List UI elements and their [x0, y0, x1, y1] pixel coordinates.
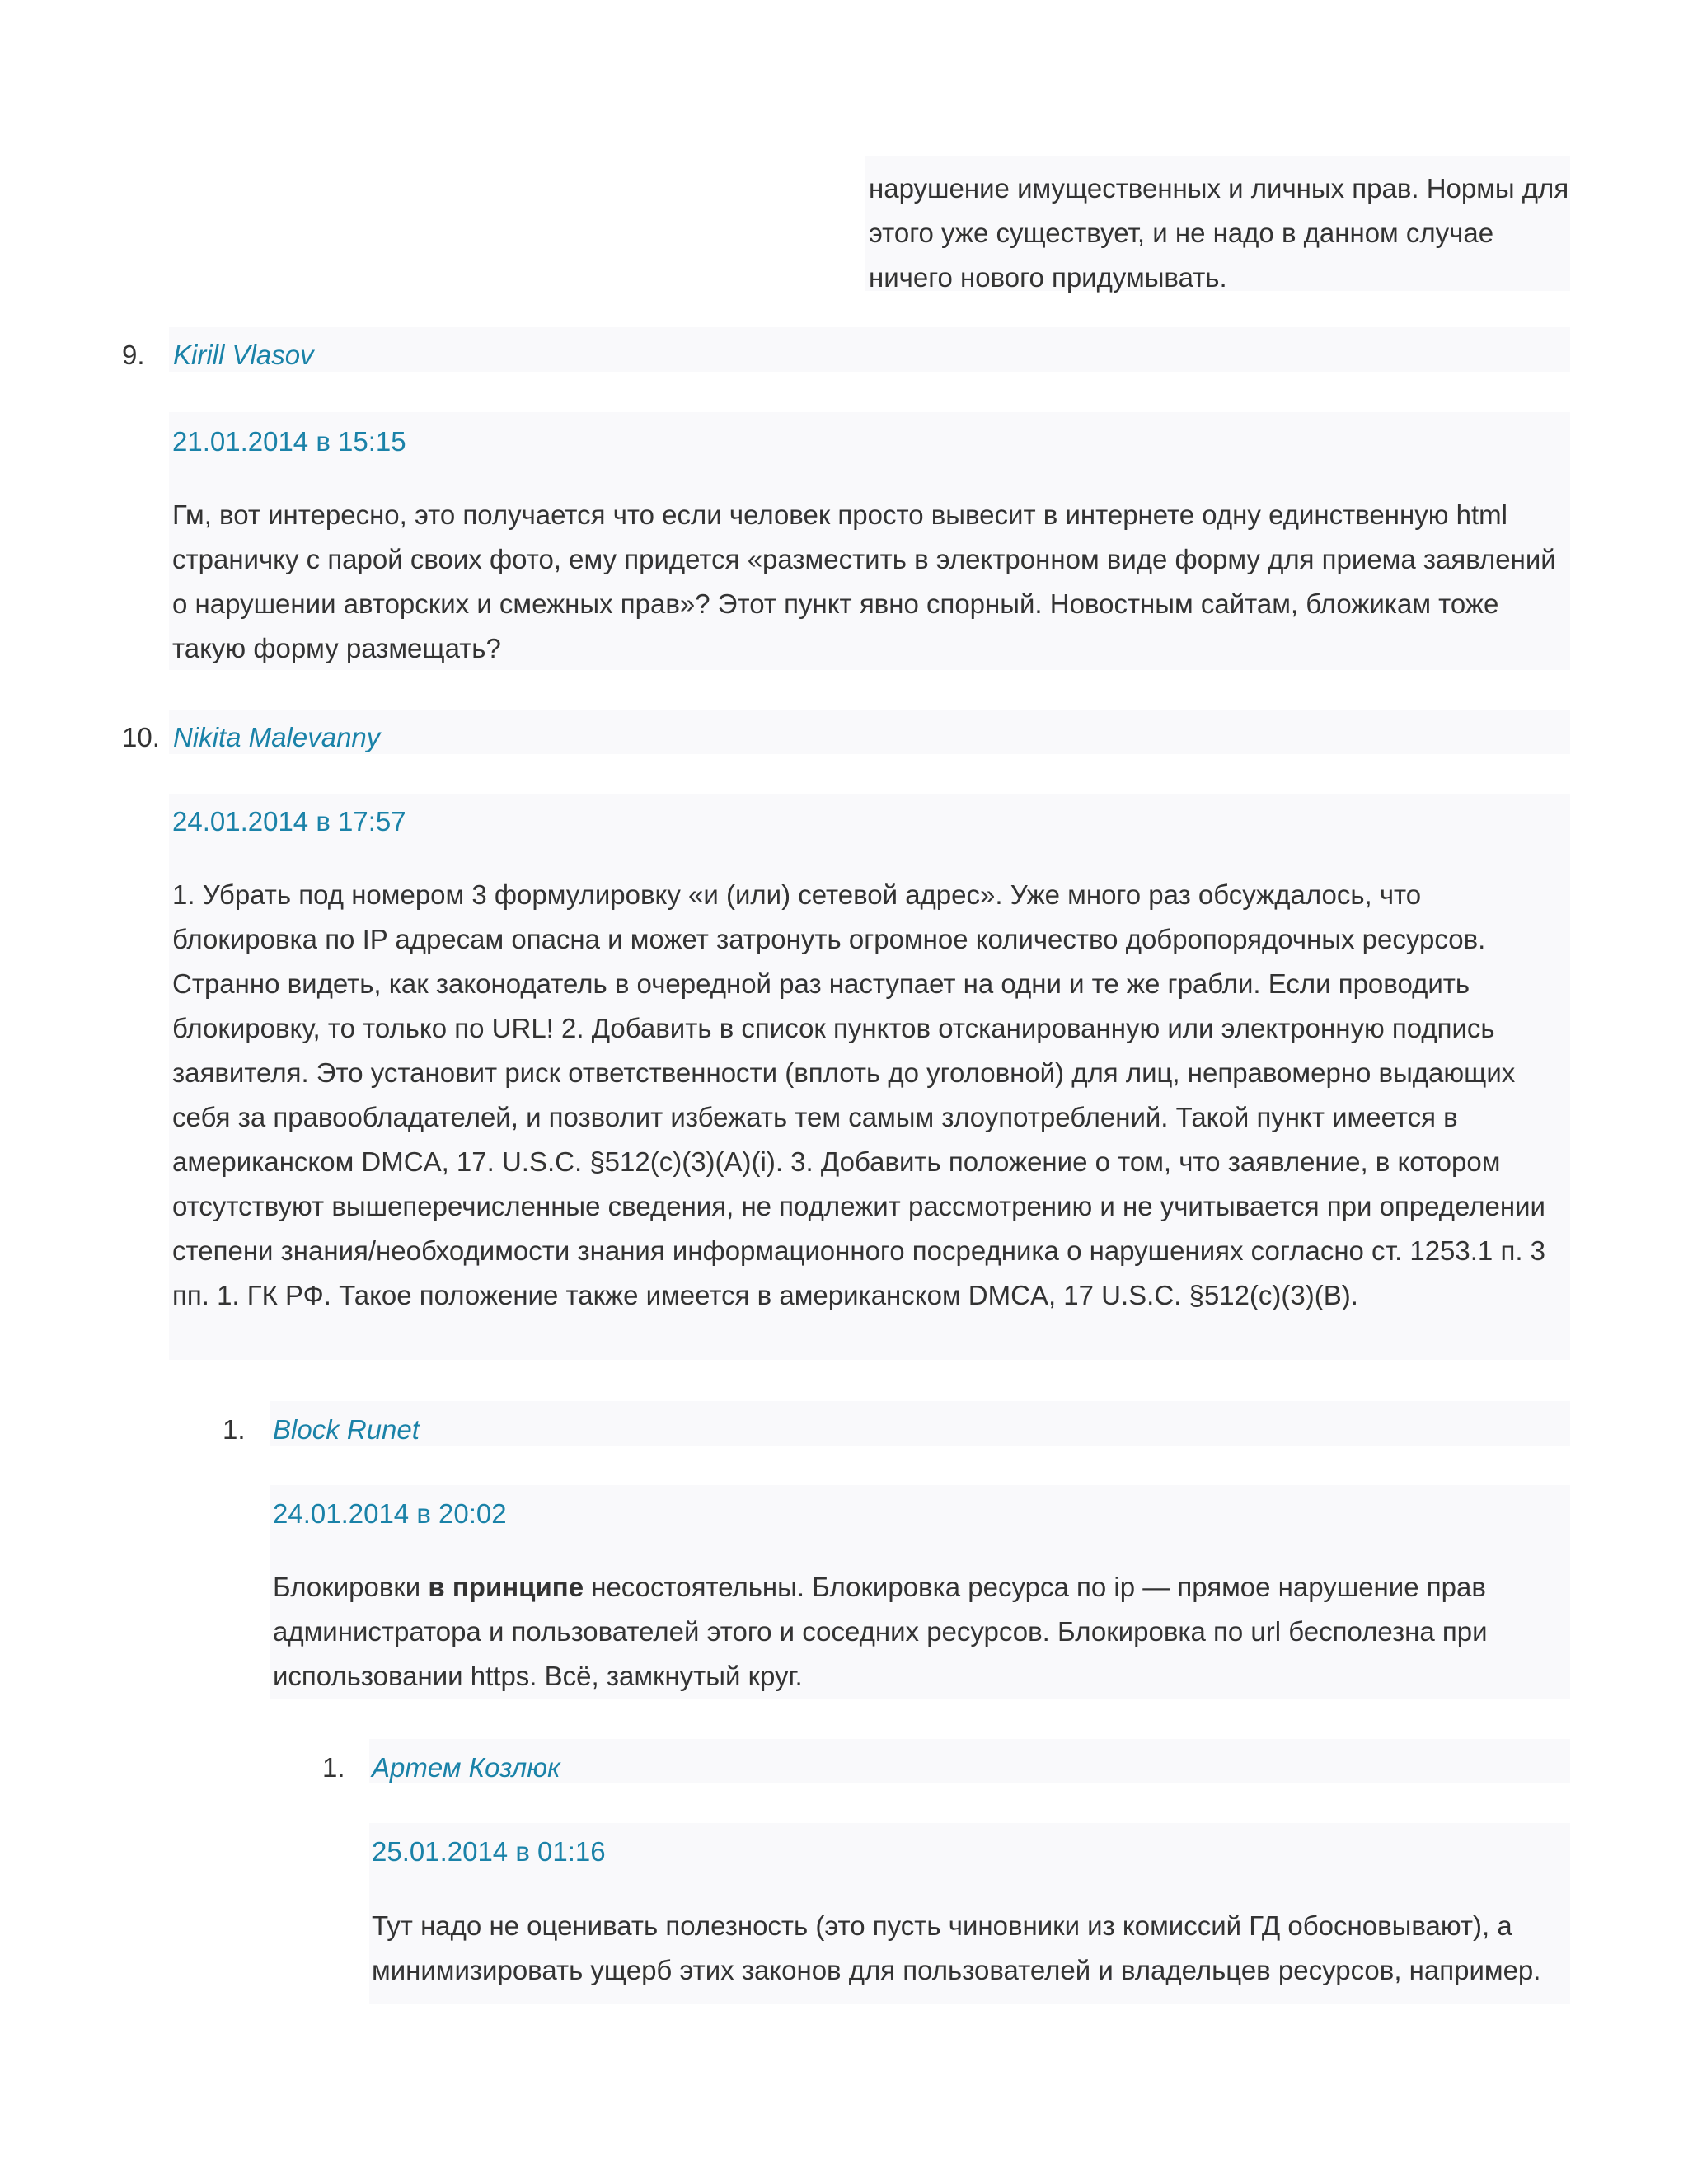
comment-author-row [169, 710, 1570, 754]
comment-body [369, 1823, 1570, 2004]
comment-text-part: несостоятельны. Блокировка ресурса по ip — прямое нарушение прав администратора и пользователей этого и соседних ресурсов. Блокировка по url бесполезна при использовании https. Всё, замкнутый круг. [273, 1572, 1488, 1691]
comment-author-link[interactable]: Артем Козлюк [372, 1752, 560, 1783]
comment-body [169, 794, 1570, 1360]
comment-date-link[interactable]: 24.01.2014 в 17:57 [172, 806, 406, 837]
comment-author-row [270, 1401, 1570, 1446]
comment-text [273, 1565, 1568, 1699]
comment-body [169, 412, 1570, 670]
comment-date-link[interactable]: 25.01.2014 в 01:16 [372, 1836, 606, 1867]
comment-body [270, 1485, 1570, 1699]
comment-text: Тут надо не оценивать полезность (это пусть чиновники из комиссий ГД обосновывают), а минимизировать ущерб этих законов для пользователей и владельцев ресурсов, например. [372, 1910, 1541, 1985]
comment-text-bold: в принципе [428, 1572, 584, 1602]
comment-number: 1. [322, 1752, 345, 1783]
comment-number: 9. [122, 340, 145, 370]
comment-text: Гм, вот интересно, это получается что если человек просто вывесит в интернете одну единственную html страничку с парой своих фото, ему придется «разместить в электронном виде форму для приема заявлений о нарушении авторских и смежных прав»? Этот пункт явно спорный. Новостным сайтам, бложикам тоже такую форму размещать? [172, 499, 1556, 663]
comment-date-link[interactable]: 24.01.2014 в 20:02 [273, 1498, 507, 1529]
comment-text-part: Блокировки [273, 1572, 429, 1602]
comment-text: нарушение имущественных и личных прав. Нормы для этого уже существует, и не надо в данном случае ничего нового придумывать. [869, 173, 1569, 293]
comment-number: 1. [223, 1414, 246, 1445]
comment-author-row [169, 327, 1570, 372]
comment-date-link[interactable]: 21.01.2014 в 15:15 [172, 426, 406, 457]
comment-author-link[interactable]: Nikita Malevanny [173, 722, 381, 752]
comment-fragment [865, 156, 1570, 291]
comment-text: 1. Убрать под номером 3 формулировку «и (или) сетевой адрес». Уже много раз обсуждалось, что блокировка по IP адресам опасна и может затронуть огромное количество добропорядочных ресурсов. Странно видеть, как законодатель в очередной раз наступает на одни и те же грабли. Если проводить блокировку, то только по URL! 2. Добавить в список пунктов отсканированную или электронную подпись заявителя. Это установит риск ответственности (вплоть до уголовной) для лиц, неправомерно выдающих себя за правообладателей, и позволит избежать тем самым злоупотреблений. Такой пункт имеется в американском DMCA, 17. U.S.C. §512(c)(3)(A)(i). 3. Добавить положение о том, что заявление, в котором отсутствуют вышеперечисленные сведения, не подлежит рассмотрению и не учитывается при определении степени знания/необходимости знания информационного посредника о нарушениях согласно ст. 1253.1 п. 3 пп. 1. ГК РФ. Такое положение также имеется в американском DMCA, 17 U.S.C. §512(c)(3)(B). [172, 879, 1546, 1310]
comment-number: 10. [122, 722, 160, 752]
comment-author-link[interactable]: Kirill Vlasov [173, 340, 314, 370]
comment-author-link[interactable]: Block Runet [273, 1414, 420, 1445]
comment-author-row [369, 1739, 1570, 1783]
